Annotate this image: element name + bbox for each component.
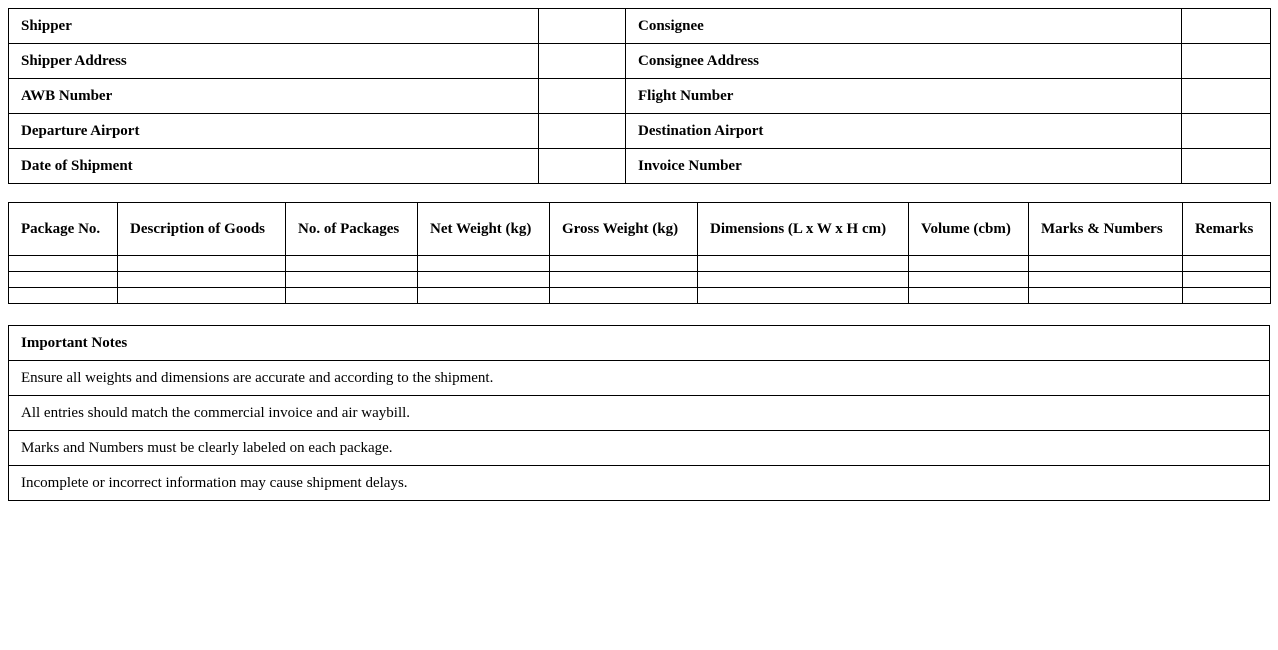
package-no-cell[interactable] — [9, 272, 118, 288]
shipper-address-label: Shipper Address — [9, 44, 539, 79]
packing-list-table — [8, 202, 1271, 304]
packing-header-row — [9, 203, 1271, 256]
column-header-gross-weight: Gross Weight (kg) — [550, 203, 698, 256]
table-row — [9, 288, 1271, 304]
gross-weight-cell[interactable] — [550, 272, 698, 288]
invoice-number-label: Invoice Number — [626, 149, 1182, 184]
date-of-shipment-value[interactable] — [539, 149, 626, 184]
list-item — [9, 431, 1270, 466]
column-header-remarks: Remarks — [1183, 203, 1271, 256]
list-item — [9, 361, 1270, 396]
no-of-packages-cell[interactable] — [286, 272, 418, 288]
dimensions-cell[interactable] — [698, 256, 909, 272]
description-cell[interactable] — [118, 288, 286, 304]
gross-weight-cell[interactable] — [550, 256, 698, 272]
column-header-net-weight: Net Weight (kg) — [418, 203, 550, 256]
info-row-date-invoice — [9, 149, 1271, 184]
description-cell[interactable] — [118, 256, 286, 272]
marks-numbers-cell[interactable] — [1029, 272, 1183, 288]
gross-weight-cell[interactable] — [550, 288, 698, 304]
remarks-cell[interactable] — [1183, 288, 1271, 304]
column-header-description: Description of Goods — [118, 203, 286, 256]
dimensions-cell[interactable] — [698, 272, 909, 288]
net-weight-cell[interactable] — [418, 256, 550, 272]
note-text: All entries should match the commercial invoice and air waybill. — [9, 396, 1270, 431]
package-no-cell[interactable] — [9, 256, 118, 272]
destination-airport-label: Destination Airport — [626, 114, 1182, 149]
awb-number-value[interactable] — [539, 79, 626, 114]
column-header-package-no: Package No. — [9, 203, 118, 256]
destination-airport-value[interactable] — [1182, 114, 1271, 149]
list-item — [9, 466, 1270, 501]
remarks-cell[interactable] — [1183, 256, 1271, 272]
info-row-airports — [9, 114, 1271, 149]
volume-cell[interactable] — [909, 272, 1029, 288]
column-header-marks-numbers: Marks & Numbers — [1029, 203, 1183, 256]
notes-title: Important Notes — [9, 326, 1270, 361]
no-of-packages-cell[interactable] — [286, 288, 418, 304]
info-row-numbers — [9, 79, 1271, 114]
column-header-volume: Volume (cbm) — [909, 203, 1029, 256]
note-text: Marks and Numbers must be clearly labeled on each package. — [9, 431, 1270, 466]
volume-cell[interactable] — [909, 256, 1029, 272]
column-header-no-of-packages: No. of Packages — [286, 203, 418, 256]
package-no-cell[interactable] — [9, 288, 118, 304]
important-notes-table — [8, 325, 1270, 501]
flight-number-label: Flight Number — [626, 79, 1182, 114]
marks-numbers-cell[interactable] — [1029, 288, 1183, 304]
departure-airport-label: Departure Airport — [9, 114, 539, 149]
shipper-address-value[interactable] — [539, 44, 626, 79]
description-cell[interactable] — [118, 272, 286, 288]
consignee-address-value[interactable] — [1182, 44, 1271, 79]
net-weight-cell[interactable] — [418, 288, 550, 304]
note-text: Ensure all weights and dimensions are accurate and according to the shipment. — [9, 361, 1270, 396]
invoice-number-value[interactable] — [1182, 149, 1271, 184]
consignee-address-label: Consignee Address — [626, 44, 1182, 79]
note-text: Incomplete or incorrect information may cause shipment delays. — [9, 466, 1270, 501]
no-of-packages-cell[interactable] — [286, 256, 418, 272]
consignee-label: Consignee — [626, 9, 1182, 44]
notes-title-row — [9, 326, 1270, 361]
shipper-label: Shipper — [9, 9, 539, 44]
marks-numbers-cell[interactable] — [1029, 256, 1183, 272]
info-row-shipper — [9, 9, 1271, 44]
table-row — [9, 256, 1271, 272]
departure-airport-value[interactable] — [539, 114, 626, 149]
flight-number-value[interactable] — [1182, 79, 1271, 114]
date-of-shipment-label: Date of Shipment — [9, 149, 539, 184]
column-header-dimensions: Dimensions (L x W x H cm) — [698, 203, 909, 256]
info-row-address — [9, 44, 1271, 79]
volume-cell[interactable] — [909, 288, 1029, 304]
consignee-value[interactable] — [1182, 9, 1271, 44]
shipment-info-table — [8, 8, 1271, 184]
net-weight-cell[interactable] — [418, 272, 550, 288]
shipper-value[interactable] — [539, 9, 626, 44]
dimensions-cell[interactable] — [698, 288, 909, 304]
table-row — [9, 272, 1271, 288]
list-item — [9, 396, 1270, 431]
remarks-cell[interactable] — [1183, 272, 1271, 288]
awb-number-label: AWB Number — [9, 79, 539, 114]
